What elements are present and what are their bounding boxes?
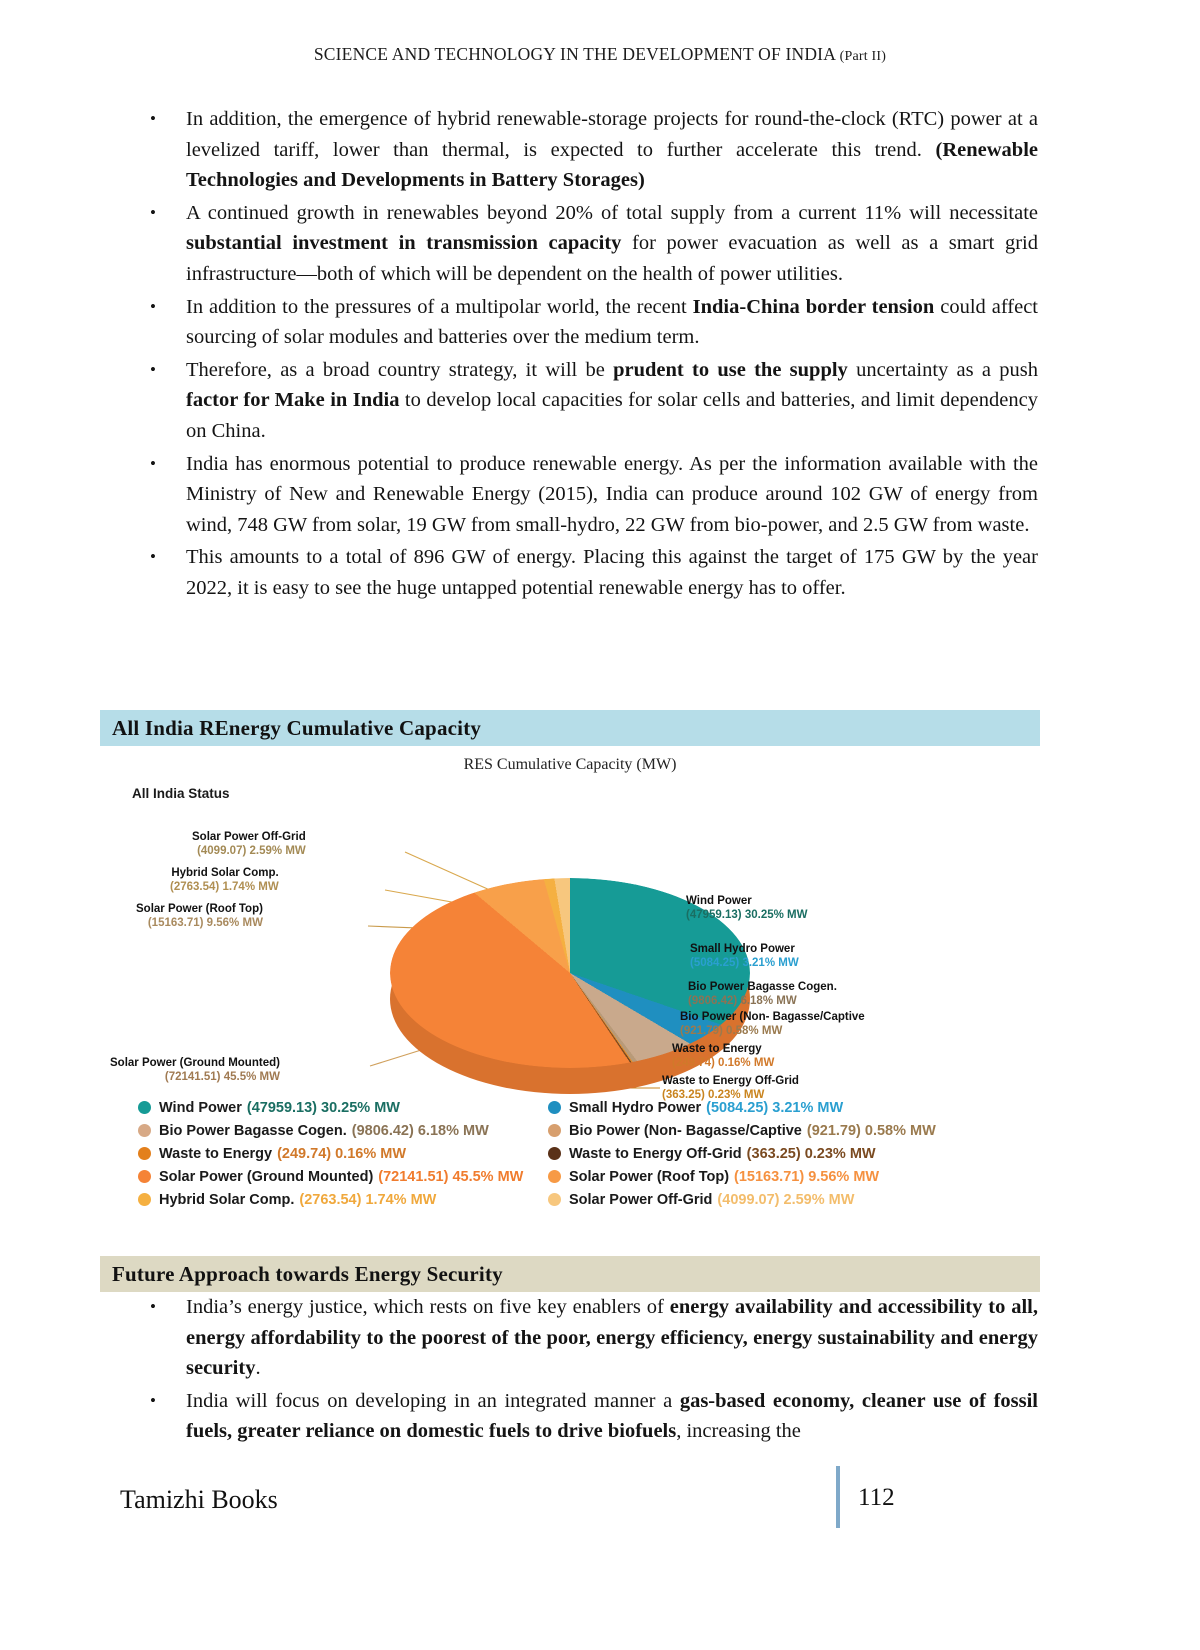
list-item: • A continued growth in renewables beyond 20% of total supply from a current 11% will necessitate substantial investment in transmission capacity for power evacuation as well as a smart grid infrastructure—both of which will be dependent on the health of power utilities.: [138, 198, 1038, 290]
legend-color-dot: [548, 1101, 561, 1114]
legend-color-dot: [548, 1193, 561, 1206]
bullet-dot: •: [150, 109, 156, 128]
legend-item[interactable]: Solar Power (Roof Top) (15163.71) 9.56% MW: [548, 1165, 1028, 1188]
legend-color-dot: [138, 1170, 151, 1183]
chart-subtitle: All India Status: [132, 786, 230, 801]
legend-color-dot: [548, 1124, 561, 1137]
list-item: • India has enormous potential to produce renewable energy. As per the information available with the Ministry of New and Renewable Energy (2015), India can produce around 102 GW of energy from wind, 748 GW from solar, 19 GW from small-hydro, 22 GW from bio-power, and 2.5 GW from waste.: [138, 449, 1038, 541]
legend-color-dot: [548, 1170, 561, 1183]
callout-solar-power-off-grid: Solar Power Off-Grid (4099.07) 2.59% MW: [192, 831, 306, 857]
bullet-dot: •: [150, 359, 156, 379]
chart-title: RES Cumulative Capacity (MW): [463, 756, 677, 773]
callout-solar-power-roof-top: Solar Power (Roof Top) (15163.71) 9.56% MW: [136, 903, 263, 929]
list-item: • India’s energy justice, which rests on five key enablers of energy availability and accessibility to all, energy affordability to the poorest of the poor, energy efficiency, energy sustainability and energy security.: [138, 1292, 1038, 1384]
callout-solar-power-ground-mounted: Solar Power (Ground Mounted) (72141.51) 45.5% MW: [110, 1057, 280, 1083]
legend-item[interactable]: Bio Power Bagasse Cogen. (9806.42) 6.18% MW: [138, 1119, 538, 1142]
list-item: • This amounts to a total of 896 GW of energy. Placing this against the target of 175 GW by the year 2022, it is easy to see the huge untapped potential renewable energy has to offer.: [138, 542, 1038, 603]
section-heading-future: [100, 1256, 1040, 1292]
legend-color-dot: [138, 1101, 151, 1114]
callout-bio-power-non-bagasse-captive: Bio Power (Non- Bagasse/Captive (921.79) 0.58% MW: [680, 1011, 865, 1037]
future-bullet-list: [138, 1292, 1038, 1449]
legend-color-dot: [138, 1193, 151, 1206]
callout-bio-power-bagasse-cogen: Bio Power Bagasse Cogen. (9806.42) 6.18% MW: [688, 981, 837, 1007]
legend-color-dot: [138, 1147, 151, 1160]
footer-brand: Tamizhi Books: [120, 1485, 278, 1514]
legend-item[interactable]: Solar Power (Ground Mounted) (72141.51) 45.5% MW: [138, 1165, 538, 1188]
legend-item[interactable]: Hybrid Solar Comp. (2763.54) 1.74% MW: [138, 1188, 538, 1211]
legend-item[interactable]: Wind Power (47959.13) 30.25% MW: [138, 1096, 538, 1119]
bullet-dot: •: [150, 453, 156, 473]
legend-item[interactable]: Solar Power Off-Grid (4099.07) 2.59% MW: [548, 1188, 1028, 1211]
list-item: • In addition, the emergence of hybrid renewable-storage projects for round-the-clock (RTC) power at a levelized tariff, lower than thermal, is expected to further accelerate this trend. (Renewable Technologies and Developments in Battery Storages): [138, 104, 1038, 196]
bullet-dot: •: [150, 202, 156, 222]
bullet-dot: •: [150, 296, 156, 316]
footer-divider: [836, 1466, 840, 1528]
callout-waste-to-energy: Waste to Energy (249.74) 0.16% MW: [672, 1043, 775, 1069]
section-heading-chart-label: All India REnergy Cumulative Capacity: [112, 715, 482, 740]
running-head: [0, 44, 1200, 65]
callout-hybrid-solar-comp: Hybrid Solar Comp. (2763.54) 1.74% MW: [170, 867, 279, 893]
list-item: • In addition to the pressures of a multipolar world, the recent India-China border tension could affect sourcing of solar modules and batteries over the medium term.: [138, 292, 1038, 353]
running-head-title: SCIENCE AND TECHNOLOGY IN THE DEVELOPMENT OF INDIA: [313, 44, 836, 64]
body-bullet-list: [138, 104, 1038, 606]
legend-color-dot: [548, 1147, 561, 1160]
legend-item[interactable]: Waste to Energy (249.74) 0.16% MW: [138, 1142, 538, 1165]
bullet-dot: •: [150, 1390, 156, 1410]
legend-item[interactable]: Bio Power (Non- Bagasse/Captive (921.79) 0.58% MW: [548, 1119, 1028, 1142]
chart-legend: [138, 1096, 1028, 1211]
callout-waste-to-energy-off-grid: Waste to Energy Off-Grid (363.25) 0.23% MW: [662, 1075, 799, 1101]
section-heading-chart: [100, 710, 1040, 746]
legend-color-dot: [138, 1124, 151, 1137]
callout-wind-power: Wind Power (47959.13) 30.25% MW: [686, 895, 808, 921]
page-number: 112: [858, 1484, 895, 1511]
legend-item[interactable]: Waste to Energy Off-Grid (363.25) 0.23% MW: [548, 1142, 1028, 1165]
bullet-dot: •: [150, 1297, 156, 1316]
running-head-part: (Part II): [839, 49, 887, 64]
legend-item[interactable]: Small Hydro Power (5084.25) 3.21% MW: [548, 1096, 1028, 1119]
list-item: • India will focus on developing in an integrated manner a gas-based economy, cleaner use of fossil fuels, greater reliance on domestic fuels to drive biofuels, increasing the: [138, 1386, 1038, 1447]
callout-small-hydro-power: Small Hydro Power (5084.25) 3.21% MW: [690, 943, 799, 969]
list-item: • Therefore, as a broad country strategy, it will be prudent to use the supply uncertainty as a push factor for Make in India to develop local capacities for solar cells and batteries, and limit dependency on China.: [138, 355, 1038, 447]
section-heading-future-label: Future Approach towards Energy Security: [112, 1261, 503, 1286]
bullet-dot: •: [150, 547, 156, 567]
